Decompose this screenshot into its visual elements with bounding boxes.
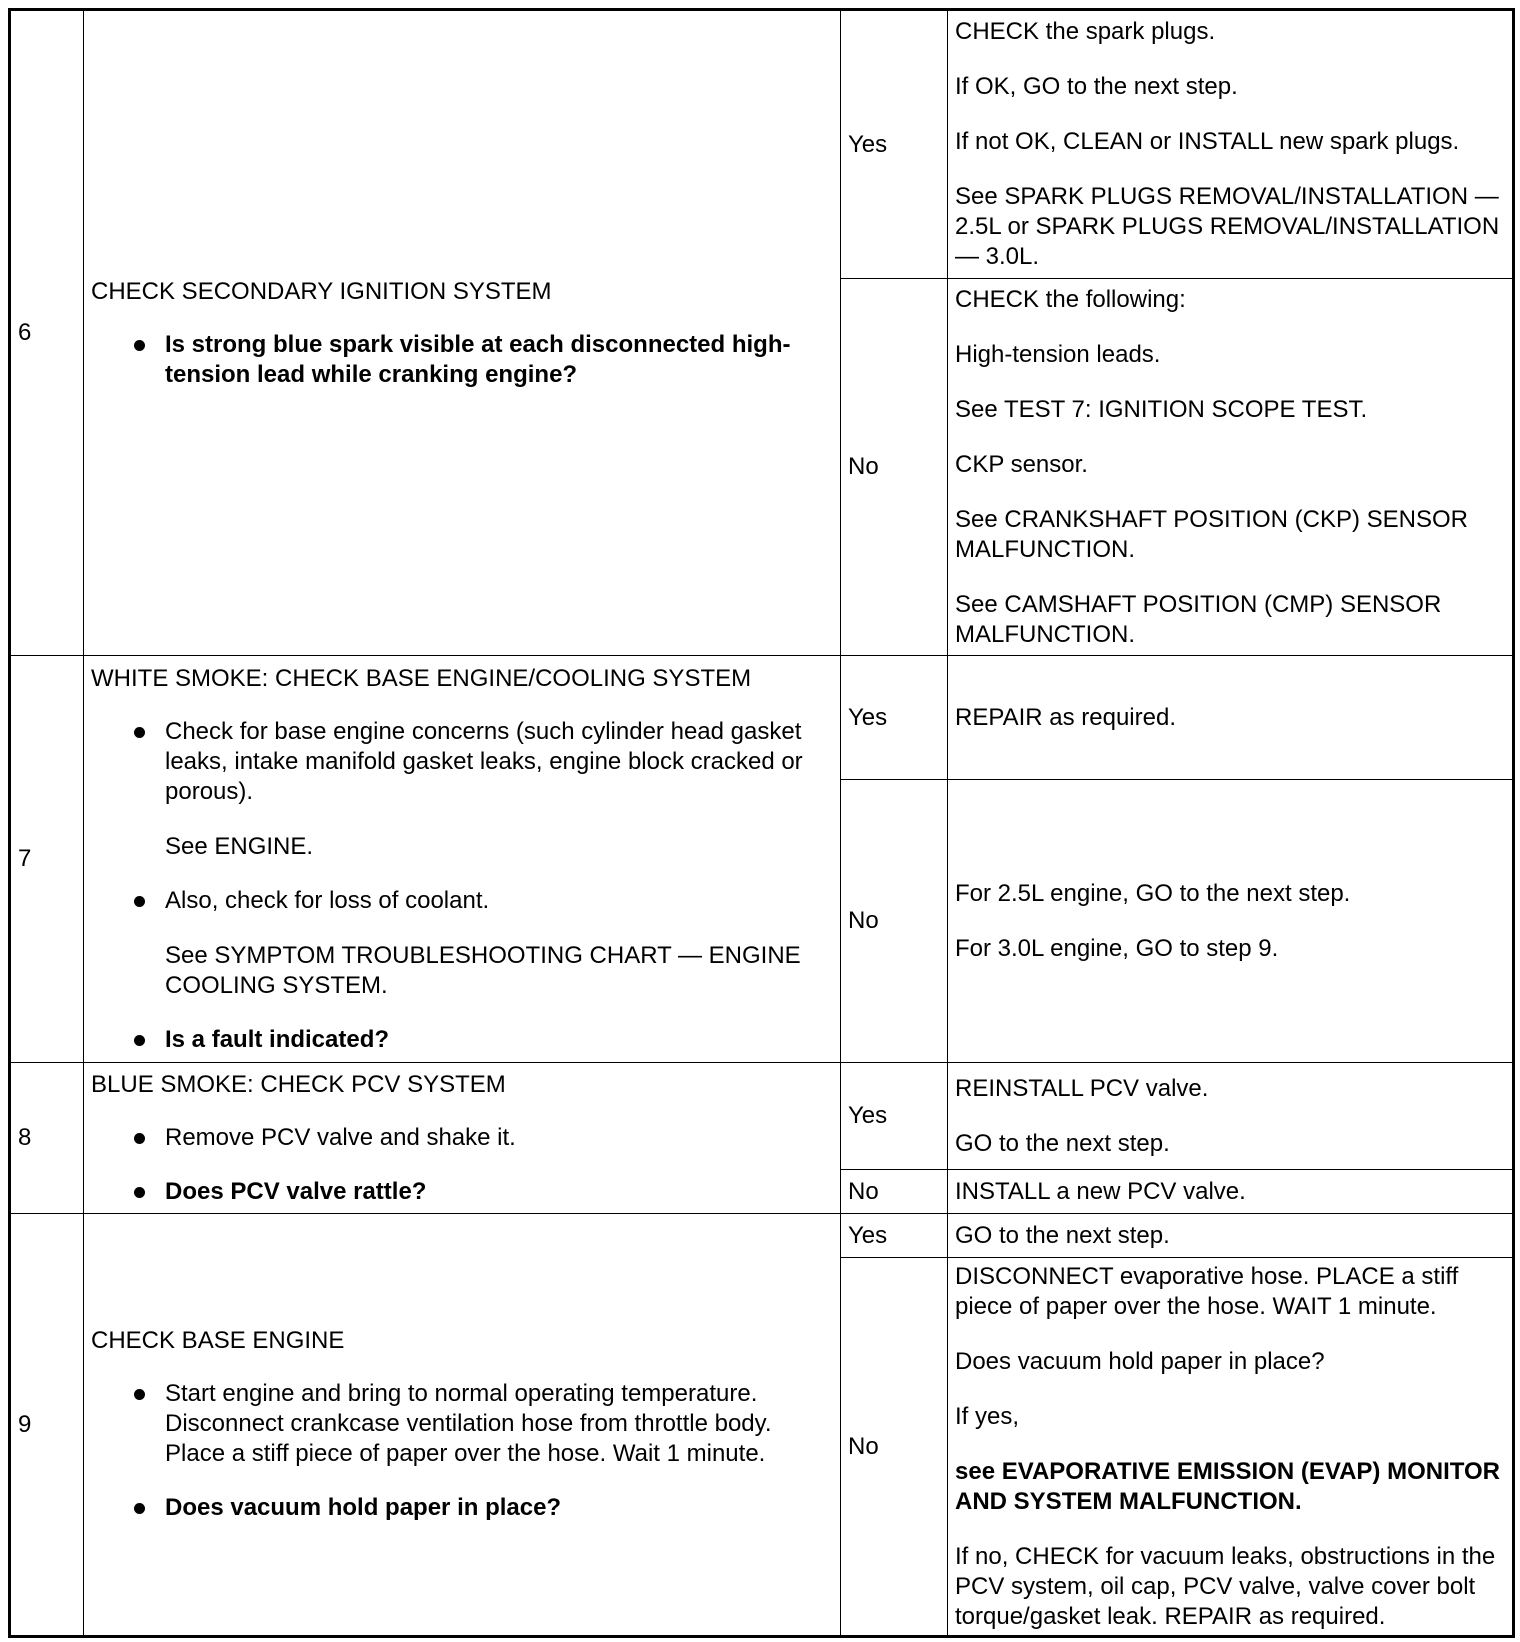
pinpoint-test-table xyxy=(8,8,1515,1638)
action-line: If no, CHECK for vacuum leaks, obstructions in the PCV system, oil cap, PCV valve, valve cover bolt torque/gasket leak. REPAIR as required. xyxy=(955,1542,1496,1630)
check-question: Is a fault indicated? xyxy=(165,1025,390,1053)
check-item xyxy=(165,1379,833,1469)
action-line: High-tension leads. xyxy=(955,340,1161,368)
check-item xyxy=(165,886,833,1001)
test-step xyxy=(84,10,841,656)
step-row-6-yes xyxy=(10,10,1514,279)
answer-no-label: No xyxy=(841,780,948,1063)
action-line: See CAMSHAFT POSITION (CMP) SENSOR MALFUNCTION. xyxy=(955,590,1442,648)
action-line: If yes, xyxy=(955,1402,1020,1430)
step-title: BLUE SMOKE: CHECK PCV SYSTEM xyxy=(91,1070,506,1098)
action-line: CKP sensor. xyxy=(955,450,1088,478)
bullet-icon xyxy=(134,1035,145,1046)
answer-no-label: No xyxy=(841,1258,948,1637)
check-text: Check for base engine concerns (such cylinder head gasket leaks, intake manifold gasket leaks, engine block cracked or porous). xyxy=(165,717,803,805)
check-item xyxy=(165,330,833,390)
bullet-icon xyxy=(134,896,145,907)
check-question: Does vacuum hold paper in place? xyxy=(165,1494,562,1521)
answer-yes-label: Yes xyxy=(841,656,948,780)
step-row-7-yes xyxy=(10,656,1514,780)
answer-no-label: No xyxy=(841,279,948,656)
answer-yes-label: Yes xyxy=(841,1214,948,1258)
step-row-8-yes xyxy=(10,1063,1514,1170)
bullet-icon xyxy=(134,1133,145,1144)
action-line: If not OK, CLEAN or INSTALL new spark plugs. xyxy=(955,128,1460,155)
answer-no-label: No xyxy=(841,1170,948,1214)
check-item xyxy=(165,1025,833,1055)
bullet-icon xyxy=(134,1187,145,1198)
check-item xyxy=(165,1493,833,1523)
step-number: 9 xyxy=(10,1214,84,1637)
bullet-icon xyxy=(134,1389,145,1400)
bullet-icon xyxy=(134,727,145,738)
action-line: See CRANKSHAFT POSITION (CKP) SENSOR MALFUNCTION. xyxy=(955,505,1468,563)
action-line: CHECK the following: xyxy=(955,285,1186,313)
answer-yes-label: Yes xyxy=(841,1063,948,1170)
yes-actions xyxy=(948,1063,1514,1170)
action-line: Does vacuum hold paper in place? xyxy=(955,1347,1325,1375)
action-line: See TEST 7: IGNITION SCOPE TEST. xyxy=(955,395,1368,423)
yes-actions xyxy=(948,1214,1514,1258)
action-line: REPAIR as required. xyxy=(955,703,1176,731)
action-line: CHECK the spark plugs. xyxy=(955,18,1216,45)
test-step xyxy=(84,1063,841,1214)
action-line: For 3.0L engine, GO to step 9. xyxy=(955,934,1279,962)
action-line: For 2.5L engine, GO to the next step. xyxy=(955,879,1351,907)
step-title: CHECK SECONDARY IGNITION SYSTEM xyxy=(91,277,552,305)
no-actions xyxy=(948,279,1514,656)
action-line: See SPARK PLUGS REMOVAL/INSTALLATION — 2.5L or SPARK PLUGS REMOVAL/INSTALLATION — 3.0L. xyxy=(955,183,1500,270)
bullet-icon xyxy=(134,1503,145,1514)
no-actions xyxy=(948,780,1514,1063)
see-reference: See ENGINE. xyxy=(165,832,314,860)
check-text: Start engine and bring to normal operating temperature. Disconnect crankcase ventilation hose from throttle body. Place a stiff piece of paper over the hose. Wait 1 minute. xyxy=(165,1380,772,1467)
check-list xyxy=(91,330,833,390)
no-actions xyxy=(948,1170,1514,1214)
action-line: GO to the next step. xyxy=(955,1129,1170,1157)
action-line: see EVAPORATIVE EMISSION (EVAP) MONITOR AND SYSTEM MALFUNCTION. xyxy=(955,1457,1500,1515)
yes-actions xyxy=(948,10,1514,279)
check-list xyxy=(91,1123,833,1207)
check-item xyxy=(165,1177,833,1207)
action-line: INSTALL a new PCV valve. xyxy=(955,1177,1246,1205)
step-number: 8 xyxy=(10,1063,84,1214)
bullet-icon xyxy=(134,340,145,351)
step-row-9-yes xyxy=(10,1214,1514,1258)
diagnostic-page xyxy=(8,8,1512,1634)
action-line: GO to the next step. xyxy=(955,1221,1170,1249)
action-line: DISCONNECT evaporative hose. PLACE a stiff piece of paper over the hose. WAIT 1 minute. xyxy=(955,1262,1459,1320)
test-step xyxy=(84,656,841,1063)
step-number: 6 xyxy=(10,10,84,656)
action-line: If OK, GO to the next step. xyxy=(955,73,1238,100)
check-list xyxy=(91,1379,833,1523)
check-list xyxy=(91,717,833,1055)
step-number: 7 xyxy=(10,656,84,1063)
check-text: Remove PCV valve and shake it. xyxy=(165,1123,516,1151)
check-question: Does PCV valve rattle? xyxy=(165,1177,427,1205)
see-reference: See SYMPTOM TROUBLESHOOTING CHART — ENGINE COOLING SYSTEM. xyxy=(165,941,801,999)
yes-actions xyxy=(948,656,1514,780)
check-item xyxy=(165,717,833,862)
no-actions xyxy=(948,1258,1514,1637)
check-item xyxy=(165,1123,833,1153)
action-line: REINSTALL PCV valve. xyxy=(955,1074,1209,1102)
step-title: WHITE SMOKE: CHECK BASE ENGINE/COOLING SYSTEM xyxy=(91,664,752,692)
test-step xyxy=(84,1214,841,1637)
check-text: Also, check for loss of coolant. xyxy=(165,886,490,914)
answer-yes-label: Yes xyxy=(841,10,948,279)
step-title: CHECK BASE ENGINE xyxy=(91,1327,345,1354)
check-question: Is strong blue spark visible at each disconnected high-tension lead while cranking engine? xyxy=(165,330,791,388)
